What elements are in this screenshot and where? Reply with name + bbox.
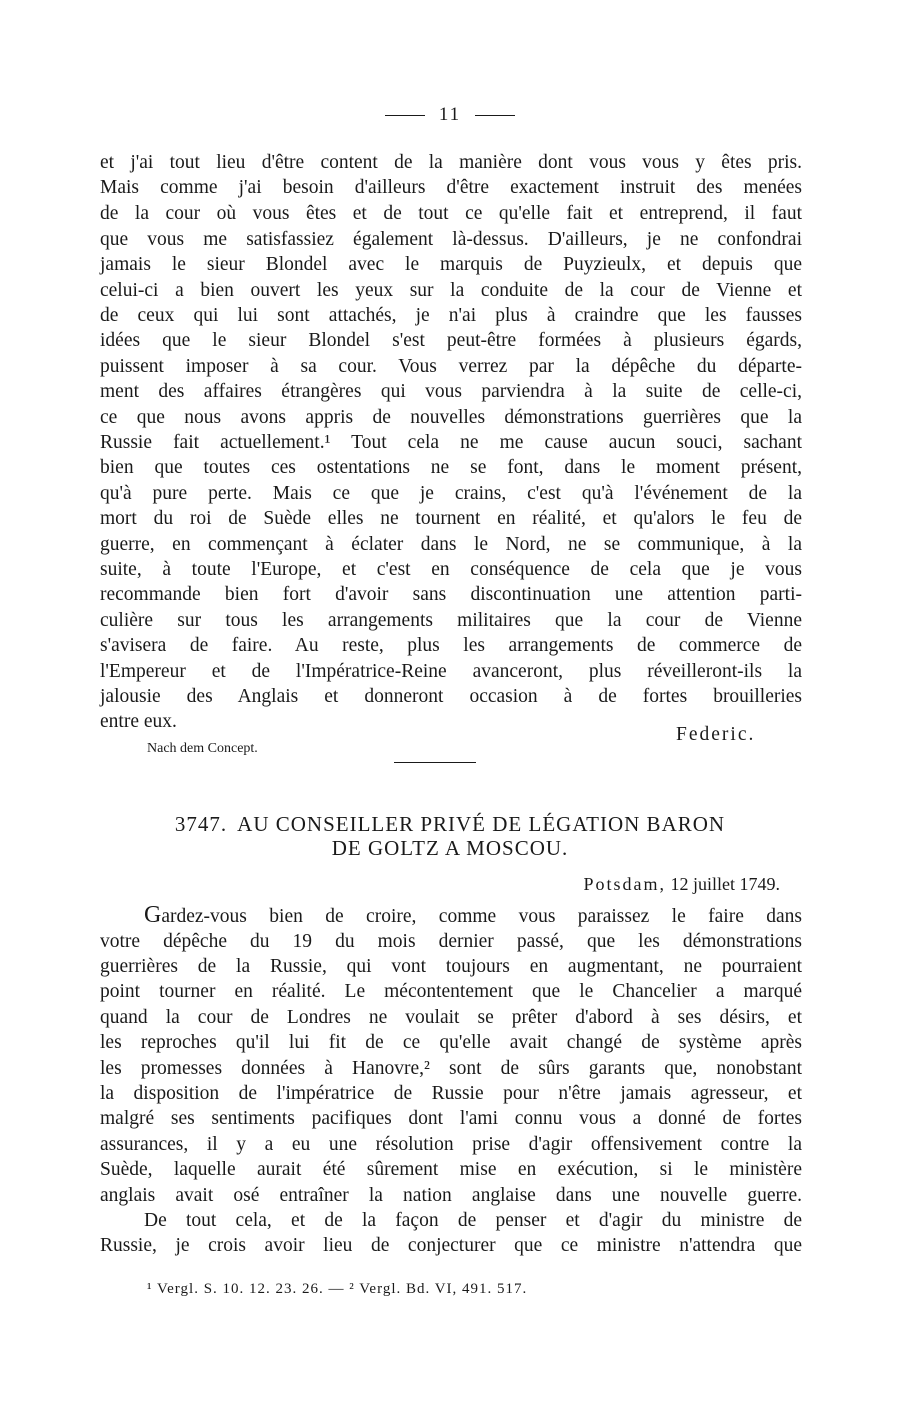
text-line: malgré ses sentiments pacifiques dont l'ami connu vous a donné de fortes: [100, 1108, 802, 1129]
text-line: de la cour où vous êtes et de tout ce qu'elle fait et entreprend, il faut: [100, 203, 802, 224]
signature: Federic.: [676, 724, 756, 745]
dateline: [583, 874, 780, 895]
text-line: mort du roi de Suède elles ne tournent en réalité, et qu'alors le feu de: [100, 508, 802, 529]
text-line: Russie, je crois avoir lieu de conjecturer que ce ministre n'attendra que: [100, 1235, 802, 1256]
section-divider: [394, 762, 476, 763]
text-line: les reproches qu'il lui fit de ce qu'elle avait changé de système après: [100, 1032, 802, 1053]
letter-number: 3747.: [174, 812, 228, 836]
text-line: et j'ai tout lieu d'être content de la manière dont vous vous y êtes pris.: [100, 152, 802, 173]
text-line: guerrières de la Russie, qui vont toujours en augmentant, ne pourraient: [100, 956, 802, 977]
text-line: qu'à pure perte. Mais ce que je crains, c'est qu'à l'événement de la: [100, 483, 802, 504]
text-line: votre dépêche du 19 du mois dernier passé, que les démonstrations: [100, 931, 802, 952]
header-rule-right: [475, 115, 515, 116]
text-line: De tout cela, et de la façon de penser et d'agir du ministre de: [144, 1210, 802, 1231]
text-line: bien que toutes ces ostentations ne se font, dans le moment présent,: [100, 457, 802, 478]
text-line: les promesses données à Hanovre,² sont de sûrs garants que, nonobstant: [100, 1058, 802, 1079]
text-line: suite, à toute l'Europe, et c'est en conséquence de cela que je vous: [100, 559, 802, 580]
text-line: jamais le sieur Blondel avec le marquis de Puyzieulx, et depuis que: [100, 254, 802, 275]
text-line: culière sur tous les arrangements militaires que la cour de Vienne: [100, 610, 802, 631]
text-line: jalousie des Anglais et donneront occasion à de fortes brouilleries: [100, 686, 802, 707]
text-line: recommande bien fort d'avoir sans discontinuation une attention parti-: [100, 584, 802, 605]
text-line: point tourner en réalité. Le mécontentement que le Chancelier a marqué: [100, 981, 802, 1002]
text-line: l'Empereur et de l'Impératrice-Reine avanceront, plus réveilleront-ils la: [100, 661, 802, 682]
dropcap: G: [144, 902, 162, 928]
text-line: s'avisera de faire. Au reste, plus les arrangements de commerce de: [100, 635, 802, 656]
text-line: [100, 903, 802, 929]
text-line: Russie fait actuellement.¹ Tout cela ne me cause aucun souci, sachant: [100, 432, 802, 453]
text-line: quand la cour de Londres ne voulait se prêter d'abord à ses désirs, et: [100, 1007, 802, 1028]
text-line-content: ardez-vous bien de croire, comme vous paraissez le faire dans: [161, 906, 802, 927]
text-line: idées que le sieur Blondel s'est peut-être formées à plusieurs égards,: [100, 330, 802, 351]
footnotes: ¹ Vergl. S. 10. 12. 23. 26. — ² Vergl. Bd. VI, 491. 517.: [147, 1281, 528, 1297]
header-rule-left: [385, 115, 425, 116]
text-line: anglais avait osé entraîner la nation anglaise dans une nouvelle guerre.: [100, 1185, 802, 1206]
letter-heading: [0, 812, 900, 837]
text-line: ment des affaires étrangères qui vous parviendra à la suite de celle-ci,: [100, 381, 802, 402]
text-line: que vous me satisfassiez également là-dessus. D'ailleurs, je ne confondrai: [100, 229, 802, 250]
text-line: assurances, il y a eu une résolution prise d'agir offensivement contre la: [100, 1134, 802, 1155]
heading-line-1: AU CONSEILLER PRIVÉ DE LÉGATION BARON: [237, 812, 726, 836]
text-line: entre eux.: [100, 711, 177, 732]
text-line: puissent imposer à sa cour. Vous verrez par la dépêche du départe-: [100, 356, 802, 377]
page-header: [0, 104, 900, 126]
text-line: celui-ci a bien ouvert les yeux sur la conduite de la cour de Vienne et: [100, 280, 802, 301]
text-line: Suède, laquelle aurait été sûrement mise en exécution, si le ministère: [100, 1159, 802, 1180]
text-line: guerre, en commençant à éclater dans le Nord, ne se communique, à la: [100, 534, 802, 555]
text-line: la disposition de l'impératrice de Russie pour n'être jamais agresseur, et: [100, 1083, 802, 1104]
text-line: ce que nous avons appris de nouvelles démonstrations guerrières que la: [100, 407, 802, 428]
source-note: Nach dem Concept.: [147, 741, 258, 756]
page-number: 11: [438, 104, 462, 125]
date-text: 12 juillet 1749.: [670, 874, 780, 894]
text-line: Mais comme j'ai besoin d'ailleurs d'être exactement instruit des menées: [100, 177, 802, 198]
heading-line-2: DE GOLTZ A MOSCOU.: [331, 836, 569, 860]
text-line: de ceux qui lui sont attachés, je n'ai plus à craindre que les fausses: [100, 305, 802, 326]
date-place: Potsdam,: [583, 874, 666, 894]
